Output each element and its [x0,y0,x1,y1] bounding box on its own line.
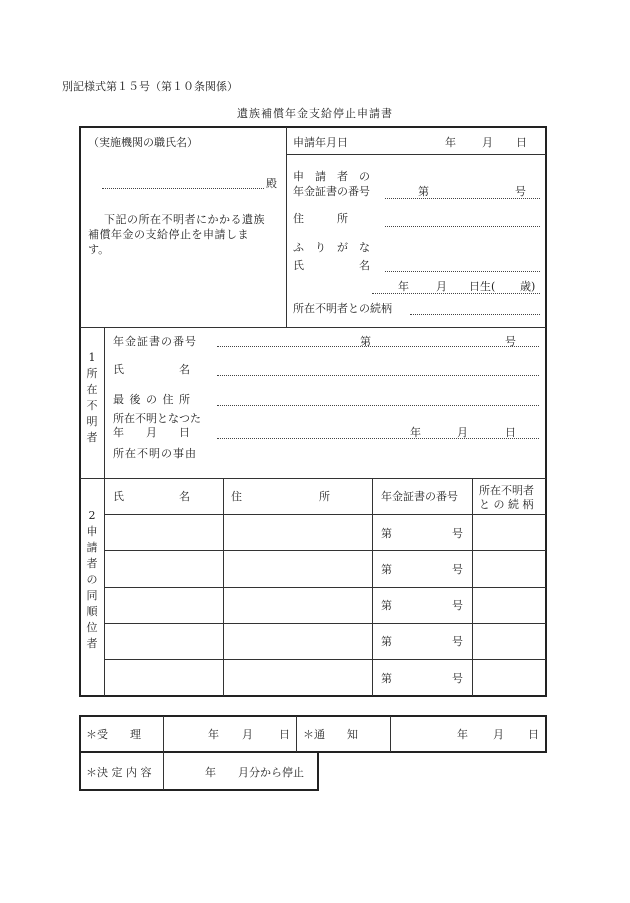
dai-label: 第 [418,185,429,198]
applicant-label: 年金証書の番号 [293,185,370,198]
row-go: 号 [452,635,463,648]
birth-month-label: 月 [436,280,447,293]
divider [80,327,546,328]
agency-input-line[interactable] [102,188,264,189]
go-label: 号 [505,335,516,348]
divider [80,478,546,479]
applicant-number-field[interactable] [385,198,540,199]
dai-label: 第 [360,335,371,348]
page-title: 遺族補償年金支給停止申請書 [237,107,393,120]
applicant-label: 申 請 者 の [293,170,370,183]
form-number: 別記様式第１５号（第１０条関係） [62,80,238,93]
year-label: 年 [445,136,456,149]
year-label: 年 [410,426,421,439]
divider [104,587,546,588]
col-address-header: 住 所 [231,490,330,503]
received-label: ＊受 理 [86,728,141,741]
statement-line: 下記の所在不明者にかかる遺族 [104,213,265,226]
day-label: 日 [516,136,527,149]
birth-day-label: 日生( [469,280,496,293]
missing-number-field[interactable] [217,346,539,347]
name-label: 氏 名 [293,259,370,272]
stop-text: 月分から停止 [238,766,304,779]
col-number-header: 年金証書の番号 [381,490,458,503]
divider [104,550,546,551]
month-label: 月 [493,728,504,741]
missing-date-label: 所在不明となつた [113,412,201,425]
age-label: 歳) [520,280,536,293]
notified-label: ＊通 知 [303,728,358,741]
section1-label: 1所在不明者 [86,351,98,444]
decision-label: ＊決 定 内 容 [86,766,152,779]
month-label: 月 [482,136,493,149]
application-date-label: 申請年月日 [293,136,348,149]
day-label: 日 [279,728,290,741]
name-label: 氏 名 [113,363,190,376]
row-dai: 第 [381,599,392,612]
go-label: 号 [515,185,526,198]
last-address-field[interactable] [217,405,539,406]
col-relation-header: 所在不明者 [479,484,534,497]
col-relation-header: と の 続 柄 [479,498,534,511]
day-label: 日 [505,426,516,439]
birth-year-label: 年 [398,280,409,293]
row-go: 号 [452,672,463,685]
birthdate-field[interactable] [372,293,540,294]
missing-name-field[interactable] [217,375,539,376]
divider [104,623,546,624]
number-label: 年金証書の番号 [113,335,197,348]
divider [104,327,105,696]
divider [296,716,297,752]
agency-label: （実施機関の職氏名） [88,136,198,149]
row-go: 号 [452,599,463,612]
year-label: 年 [457,728,468,741]
divider [163,752,164,790]
row-go: 号 [452,527,463,540]
row-dai: 第 [381,672,392,685]
name-field[interactable] [385,271,540,272]
relation-field[interactable] [410,314,540,315]
missing-date-field[interactable] [217,438,539,439]
row-dai: 第 [381,635,392,648]
divider [104,659,546,660]
divider [286,127,287,327]
last-address-label: 最 後 の 住 所 [113,393,191,406]
row-go: 号 [452,563,463,576]
month-label: 月 [457,426,468,439]
divider [104,514,546,515]
relation-label: 所在不明者との続柄 [293,302,392,315]
day-label: 日 [528,728,539,741]
row-dai: 第 [381,527,392,540]
divider [390,716,391,752]
col-name-header: 氏 名 [113,490,190,503]
address-field[interactable] [385,226,540,227]
year-label: 年 [208,728,219,741]
missing-date-label: 年 月 日 [113,426,190,439]
divider [163,716,164,752]
address-label: 住 所 [293,212,348,225]
furigana-label: ふ り が な [293,241,370,254]
row-dai: 第 [381,563,392,576]
section2-label: 2申請者の同順位者 [86,509,98,650]
statement-line: 補償年金の支給停止を申請しま [88,228,249,241]
stop-year-label: 年 [205,766,216,779]
statement-line: す。 [88,243,110,256]
month-label: 月 [242,728,253,741]
honorific: 殿 [266,177,277,190]
reason-label: 所在不明の事由 [113,447,197,460]
divider [286,154,546,155]
